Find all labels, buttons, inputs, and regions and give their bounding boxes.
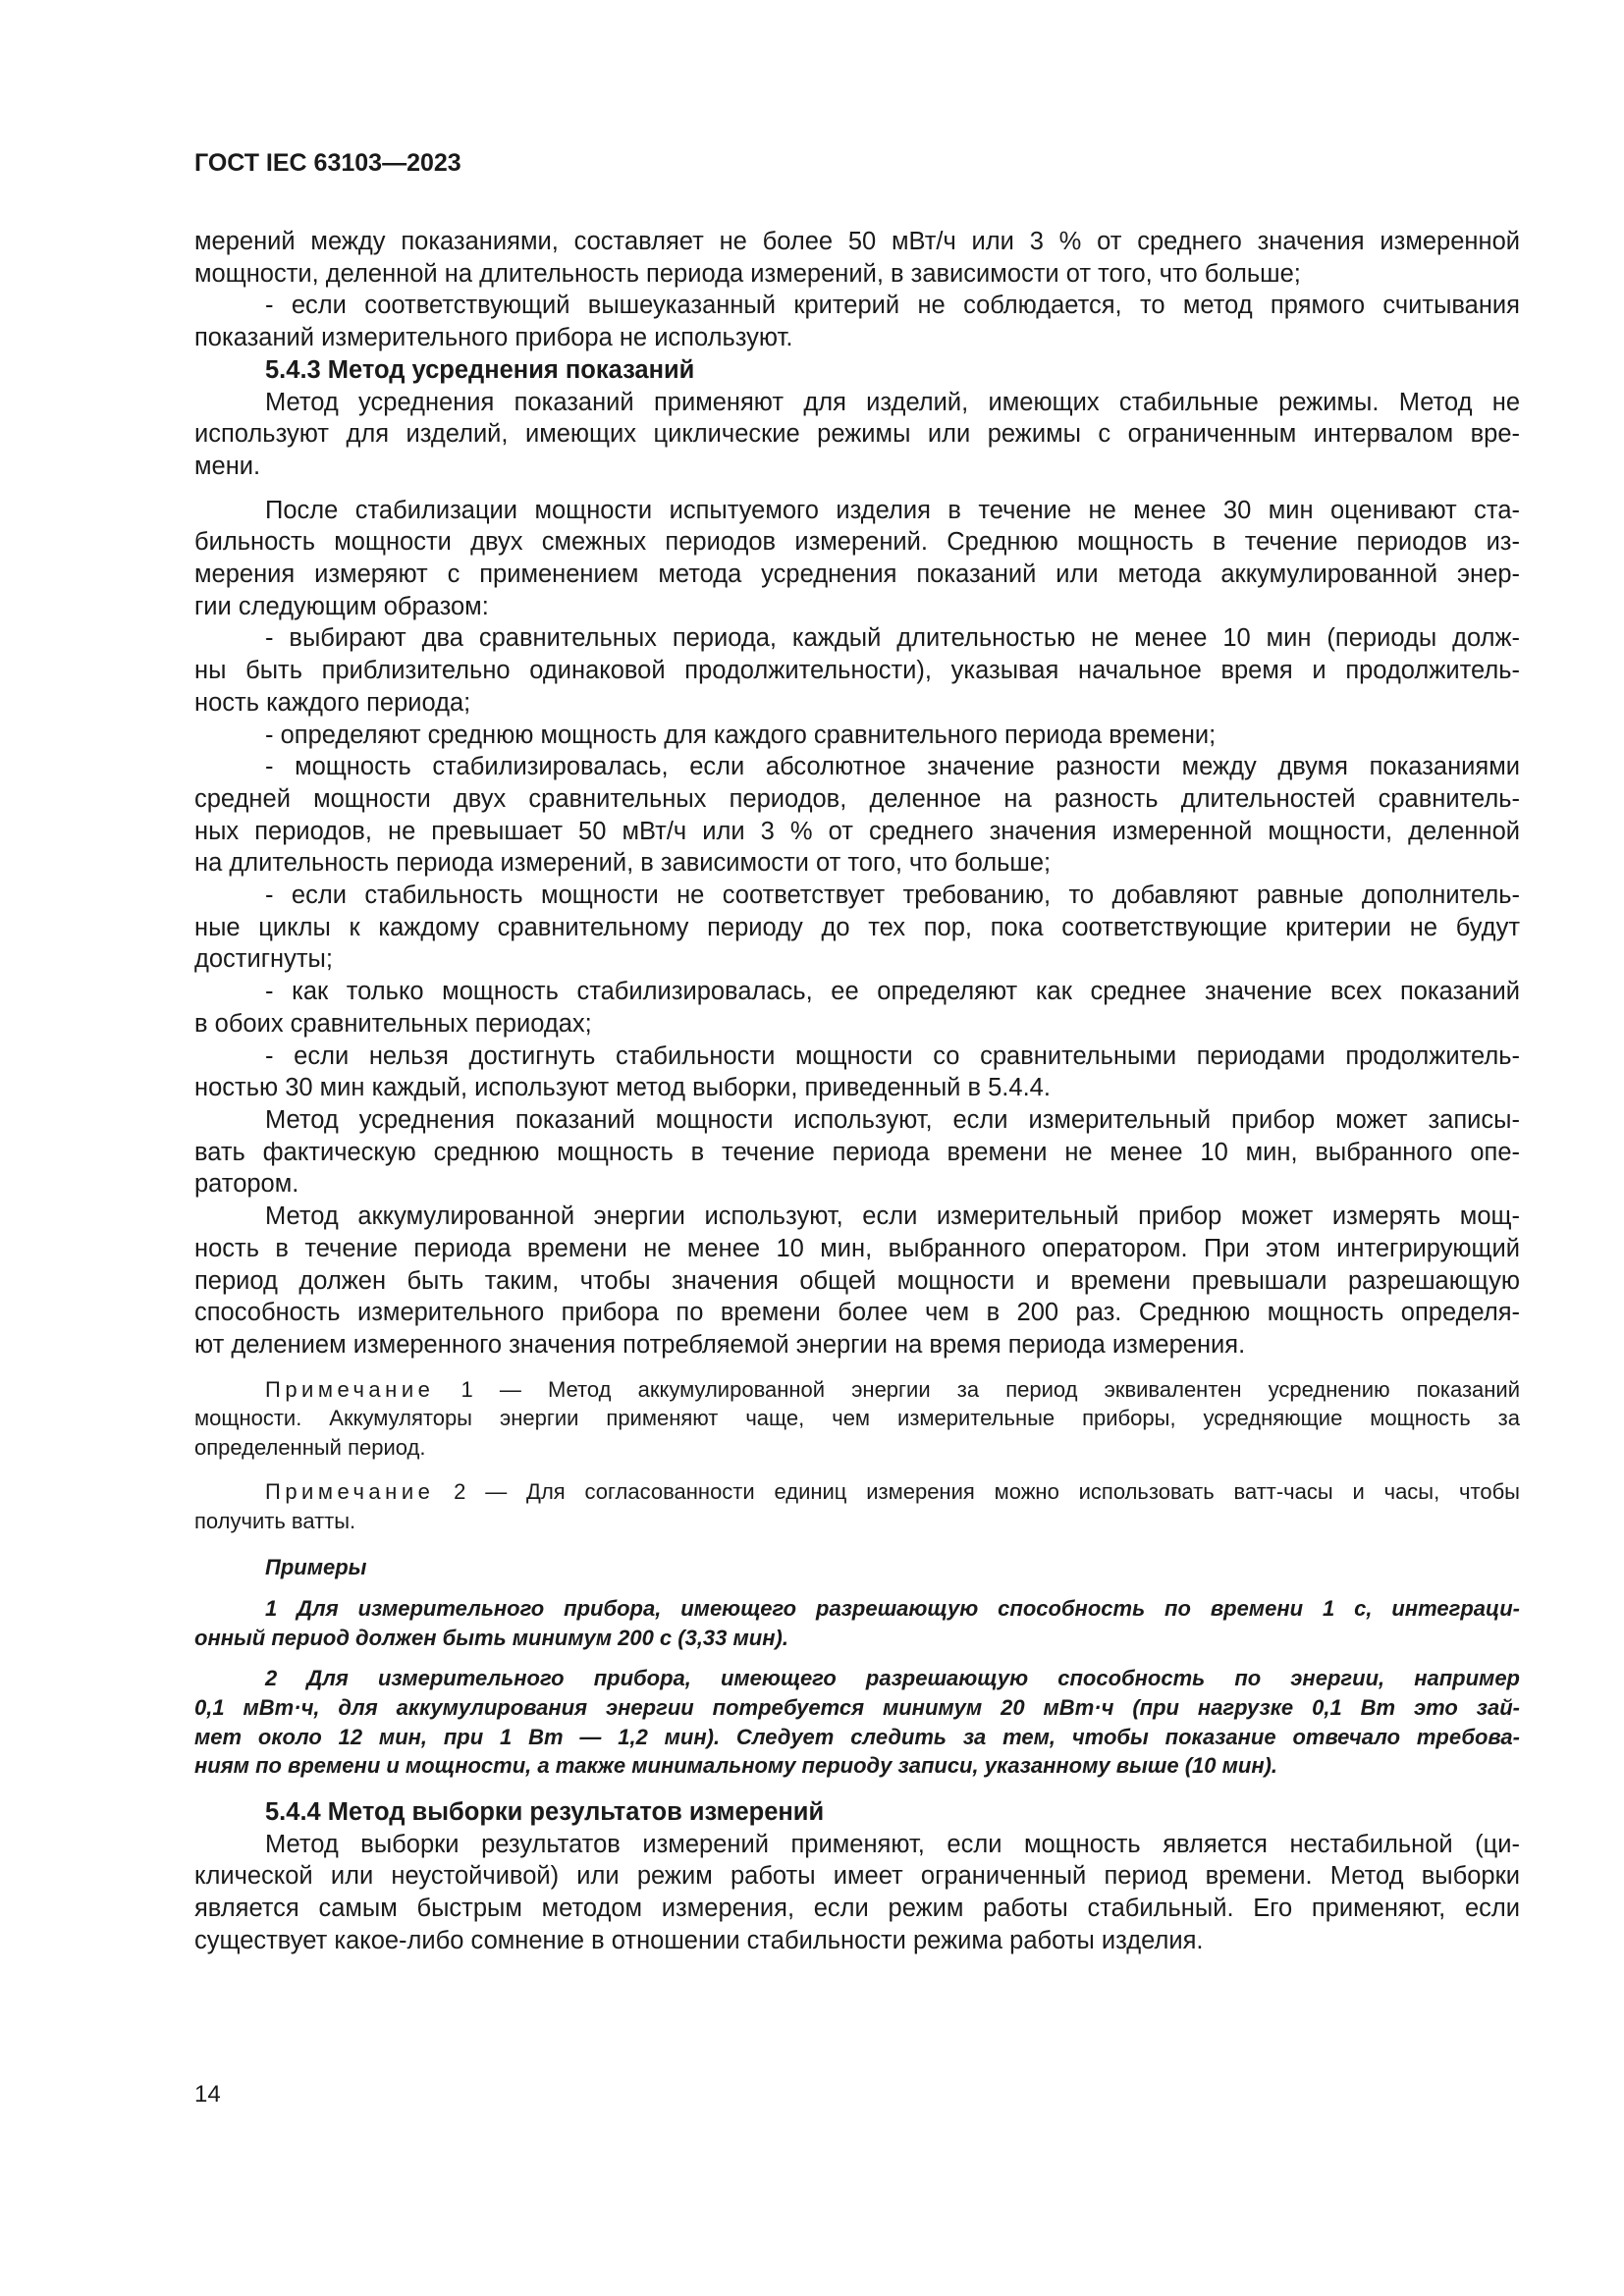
text-line: в обоих сравнительных периодах; xyxy=(194,1009,592,1038)
section-heading: 5.4.3 Метод усреднения показаний xyxy=(265,355,695,384)
note-1 xyxy=(194,1375,1520,1463)
text-line: ниям по времени и мощности, а также минимальному периоду записи, указанному выше (10 мин). xyxy=(194,1753,1278,1779)
text-line: вать фактическую среднюю мощность в течение периода времени не менее 10 мин, выбранного опе- xyxy=(194,1138,1520,1166)
text-line: ны быть приблизительно одинаковой продолжительности), указывая начальное время и продолжитель- xyxy=(194,657,1520,685)
text-line: на длительность периода измерений, в зависимости от того, что больше; xyxy=(194,849,1052,878)
text-line: мерения измеряют с применением метода усреднения показаний или метода аккумулированной энер- xyxy=(194,561,1520,589)
note-text: 1 — Метод аккумулированной энергии за период эквивалентен усреднению показаний xyxy=(460,1376,1520,1402)
text-line: - мощность стабилизировалась, если абсолютное значение разности между двумя показаниями xyxy=(265,753,1520,781)
document-body xyxy=(194,226,1520,1957)
note-label: Примечание xyxy=(265,1479,435,1505)
paragraph xyxy=(194,1104,1520,1201)
text-line: - как только мощность стабилизировалась, ее определяют как среднее значение всех показаний xyxy=(265,978,1520,1006)
text-line: ют делением измеренного значения потребляемой энергии на время периода измерения. xyxy=(194,1330,1246,1359)
paragraph xyxy=(194,1829,1520,1957)
section-heading: 5.4.4 Метод выборки результатов измерений xyxy=(265,1798,825,1827)
text-line xyxy=(194,1477,1520,1507)
text-line: существует какое-либо сомнение в отношении стабильности режима работы изделия. xyxy=(194,1926,1204,1954)
note-text: 2 — Для согласованности единиц измерения можно использовать ватт-часы и часы, чтобы xyxy=(454,1479,1520,1505)
text-line: - выбирают два сравнительных периода, каждый длительностью не менее 10 мин (периоды долж- xyxy=(265,624,1520,653)
page-number: 14 xyxy=(194,2081,221,2108)
text-line: мет около 12 мин, при 1 Вт — 1,2 мин). Следует следить за тем, чтобы показание отвечало требова- xyxy=(194,1724,1520,1749)
text-line: 1 Для измерительного прибора, имеющего разрешающую способность по времени 1 с, интеграци- xyxy=(265,1595,1520,1621)
list-item xyxy=(194,1041,1520,1104)
paragraph xyxy=(194,495,1520,623)
text-line: После стабилизации мощности испытуемого изделия в течение не менее 30 мин оценивают ста- xyxy=(265,496,1520,524)
note-2 xyxy=(194,1477,1520,1535)
examples xyxy=(194,1553,1520,1781)
text-line: клической или неустойчивой) или режим работы имеет ограниченный период времени. Метод выборки xyxy=(194,1862,1520,1891)
text-line: получить ватты. xyxy=(194,1508,356,1533)
text-line: гии следующим образом: xyxy=(194,592,489,620)
text-line: Метод усреднения показаний применяют для изделий, имеющих стабильные режимы. Метод не xyxy=(265,388,1520,416)
text-line: - если соответствующий вышеуказанный критерий не соблюдается, то метод прямого считывания xyxy=(265,292,1520,320)
text-line: 0,1 мВт·ч, для аккумулирования энергии потребуется минимум 20 мВт·ч (при нагрузке 0,1 Вт это зай- xyxy=(194,1694,1520,1720)
text-line xyxy=(194,1375,1520,1405)
text-line: достигнуты; xyxy=(194,945,333,974)
text-line: Метод усреднения показаний мощности используют, если измерительный прибор может записы- xyxy=(265,1105,1520,1134)
text-line: показаний измерительного прибора не используют. xyxy=(194,324,793,352)
text-line: - если стабильность мощности не соответствует требованию, то добавляют равные дополнитель- xyxy=(265,881,1520,910)
list-item xyxy=(194,880,1520,976)
text-line: мощности. Аккумуляторы энергии применяют чаще, чем измерительные приборы, усредняющие мощность за xyxy=(194,1406,1520,1431)
examples-title: Примеры xyxy=(265,1555,367,1580)
text-line: ные циклы к каждому сравнительному периоду до тех пор, пока соответствующие критерии не будут xyxy=(194,913,1520,941)
section-heading-5-4-3 xyxy=(194,354,1520,387)
list-item xyxy=(194,622,1520,719)
paragraph-continuation xyxy=(194,226,1520,290)
paragraph-criterion xyxy=(194,290,1520,353)
text-line: ностью 30 мин каждый, используют метод выборки, приведенный в 5.4.4. xyxy=(194,1074,1051,1102)
text-line: 2 Для измерительного прибора, имеющего разрешающую способность по энергии, например xyxy=(265,1666,1520,1691)
text-line: ратором. xyxy=(194,1170,299,1199)
text-line: - определяют среднюю мощность для каждого сравнительного периода времени; xyxy=(265,721,1217,749)
paragraph xyxy=(194,1201,1520,1362)
text-line: Метод аккумулированной энергии используют, если измерительный прибор может измерять мощ- xyxy=(265,1202,1520,1231)
document-header: ГОСТ IEC 63103—2023 xyxy=(194,149,461,177)
list-item xyxy=(194,720,1520,752)
text-line: ность каждого периода; xyxy=(194,688,471,717)
text-line: ность в течение периода времени не менее 10 мин, выбранного оператором. При этом интегрирующий xyxy=(194,1234,1520,1262)
text-line: Метод выборки результатов измерений применяют, если мощность является нестабильной (ци- xyxy=(265,1830,1520,1858)
text-line: мощности, деленной на длительность периода измерений, в зависимости от того, что больше; xyxy=(194,259,1301,288)
list-item xyxy=(194,976,1520,1040)
text-line: мени. xyxy=(194,452,261,480)
text-line: мерений между показаниями, составляет не более 50 мВт/ч или 3 % от среднего значения измеренной xyxy=(194,228,1520,255)
text-line: способность измерительного прибора по времени более чем в 200 раз. Среднюю мощность определя- xyxy=(194,1299,1520,1327)
text-line: используют для изделий, имеющих циклические режимы или режимы с ограниченным интервалом вре- xyxy=(194,420,1520,449)
text-line: - если нельзя достигнуть стабильности мощности со сравнительными периодами продолжитель- xyxy=(265,1041,1520,1070)
text-line: определенный период. xyxy=(194,1434,426,1460)
text-line: бильность мощности двух смежных периодов измерений. Среднюю мощность в течение периодов из- xyxy=(194,528,1520,557)
text-line: онный период должен быть минимум 200 с (3,33 мин). xyxy=(194,1625,788,1650)
text-line: средней мощности двух сравнительных периодов, деленное на разность длительностей сравнитель- xyxy=(194,784,1520,813)
note-label: Примечание xyxy=(265,1376,435,1402)
paragraph xyxy=(194,387,1520,483)
text-line: является самым быстрым методом измерения, если режим работы стабильный. Его применяют, если xyxy=(194,1895,1520,1923)
text-line: ных периодов, не превышает 50 мВт/ч или 3 % от среднего значения измеренной мощности, деленной xyxy=(194,817,1520,845)
section-heading-5-4-4 xyxy=(194,1796,1520,1829)
list-item xyxy=(194,751,1520,880)
text-line: период должен быть таким, чтобы значения общей мощности и времени превышали разрешающую xyxy=(194,1266,1520,1295)
